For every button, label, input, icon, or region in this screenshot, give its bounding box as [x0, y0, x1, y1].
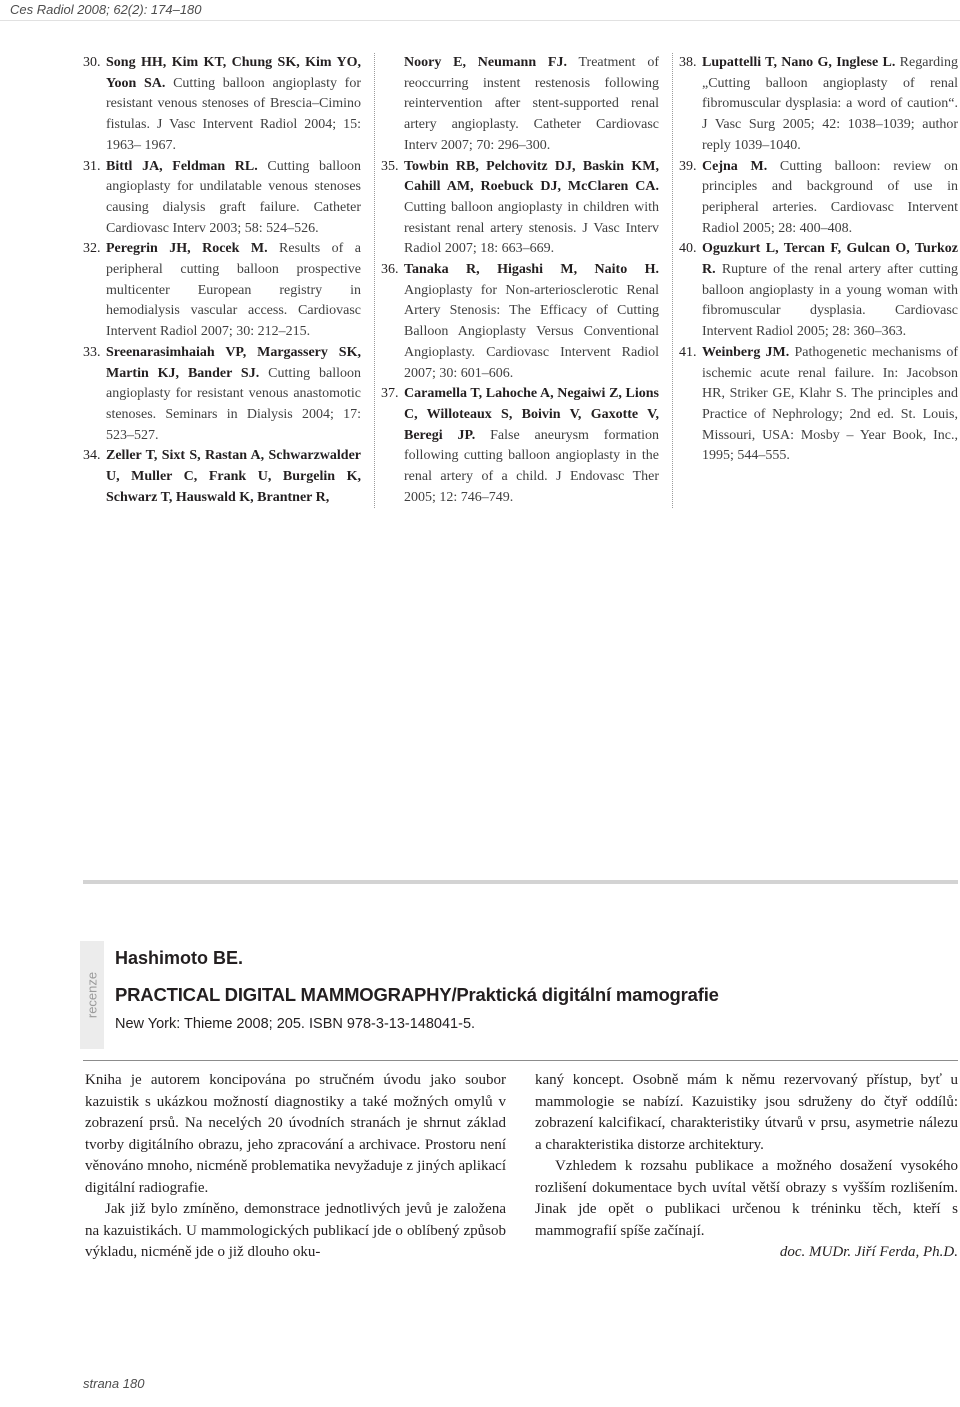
- reference-authors: Tanaka R, Higashi M, Naito H.: [404, 262, 659, 278]
- running-header: [0, 0, 960, 21]
- reference-number: 32.: [83, 241, 101, 257]
- reference-authors: Lupattelli T, Nano G, Inglese L.: [702, 55, 896, 70]
- references-column-3: [679, 53, 958, 467]
- reference-authors: Zeller T, Sixt S, Rastan A, Schwarzwalder U, Muller C, Frank U, Burgelin K, Schwarz T, Hauswald K, Brantner R,: [106, 448, 361, 505]
- reference-details: Treatment of reoccurring instent restenosis following reintervention after stent-supported renal artery angioplasty. Catheter Cardiovasc Interv 2007; 70: 296–300.: [404, 55, 659, 153]
- reference-details: Cutting balloon angioplasty for resistant venous stenoses of Brescia–Cimino fistulas. J Vasc Intervent Radiol 2004; 15: 1963– 1967.: [106, 75, 361, 153]
- reference-authors: Oguzkurt L, Tercan F, Gulcan O, Turkoz R.: [702, 241, 958, 278]
- reference-authors: Cejna M.: [702, 158, 768, 174]
- reference-entry: [679, 157, 958, 240]
- reference-details: Results of a peripheral cutting balloon prospective multicenter European registry in hemodialysis vascular access. Cardiovasc Intervent Radiol 2007; 30: 212–215.: [106, 241, 361, 340]
- journal-citation: Ces Radiol 2008; 62(2): 174–180: [10, 2, 202, 17]
- review-paragraph: Jak již bylo zmíněno, demonstrace jednotlivých jevů je založena na kazuistikách. U mammologických publikací jde o oblíbený způsob výkladu, nicméně jde o již dlouho oku-: [85, 1201, 506, 1260]
- reference-number: 40.: [679, 241, 697, 257]
- references-column-2: [381, 53, 659, 508]
- reference-number: 37.: [381, 386, 399, 402]
- reference-number: 36.: [381, 262, 399, 278]
- reference-authors: Weinberg JM.: [702, 344, 790, 360]
- reference-authors: Sreenarasimhaiah VP, Margassery SK, Martin KJ, Bander SJ.: [106, 344, 361, 381]
- reference-authors: Song HH, Kim KT, Chung SK, Kim YO, Yoon SA.: [106, 55, 361, 91]
- reference-number: 31.: [83, 158, 101, 174]
- reference-details: False aneurysm formation following cutting balloon angioplasty in the renal artery of a child. J Endovasc Ther 2005; 12: 746–749.: [404, 427, 660, 505]
- reference-details: Pathogenetic mechanisms of ischemic acute renal failure. In: Jacobson HR, Striker GE, Klahr S. The principles and Practice of Nephrology; 2nd ed. St. Louis, Missouri, USA: Mosby – Year Book, Inc., 1995; 544–555.: [702, 344, 959, 464]
- reference-number: 30.: [83, 55, 101, 70]
- review-text-column-1: [85, 1070, 506, 1264]
- reference-entry: [381, 384, 659, 508]
- review-text-column-2: [535, 1070, 958, 1264]
- reference-details: Regarding „Cutting balloon angioplasty of renal fibromuscular dysplasia: a word of caution“. J Vasc Surg 2005; 42: 1038–1039; author reply 1039–1040.: [702, 55, 958, 153]
- reference-entry: [83, 157, 361, 240]
- reference-entry: [381, 157, 659, 261]
- reference-entry: [83, 343, 361, 447]
- column-divider: [374, 53, 375, 508]
- section-tab: [80, 941, 104, 1049]
- reference-number: 38.: [679, 55, 697, 70]
- reference-number: 41.: [679, 344, 697, 360]
- section-label: recenze: [84, 971, 100, 1019]
- reference-number: 39.: [679, 158, 697, 174]
- reference-details: Cutting balloon angioplasty for undilatable venous stenoses causing dialysis graft failure. Catheter Cardiovasc Interv 2003; 58: 524–526.: [106, 158, 362, 236]
- reference-entry: [381, 53, 659, 157]
- review-divider: [83, 1060, 958, 1061]
- reference-number: 35.: [381, 158, 399, 174]
- column-divider: [672, 53, 673, 508]
- review-paragraph: kaný koncept. Osobně mám k němu rezervovaný přístup, byť u mammologie se nabízí. Kazuistiky jsou sdruženy do čtyř oddílů: zobrazení kalcifikací, charakteristiky útvarů v prsu, asymetrie nálezu a charakteristika distorze architektury.: [535, 1072, 958, 1153]
- review-book-author: Hashimoto BE.: [115, 948, 244, 968]
- reference-details: Cutting balloon angioplasty in children with resistant renal artery stenosis. J Vasc Interv Radiol 2007; 18: 663–669.: [404, 199, 659, 257]
- review-signature: doc. MUDr. Jiří Ferda, Ph.D.: [779, 1244, 958, 1260]
- reference-authors: Noory E, Neumann FJ.: [404, 55, 567, 70]
- reference-details: Angioplasty for Non-arteriosclerotic Renal Artery Stenosis: The Efficacy of Cutting Balloon Angioplasty Versus Conventional Angioplasty. Cardiovasc Intervent Radiol 2007; 30: 601–606.: [404, 282, 659, 381]
- reference-entry: [83, 53, 361, 157]
- reference-entry: [83, 446, 361, 508]
- review-paragraph: Vzhledem k rozsahu publikace a možného dosažení vysokého rozlišení dokumentace bych uvítal větší obrazy s vyšším rozlišením. Jinak jde opět o publikaci určenou k tréninku těch, kteří s mammografií spíše začínají.: [535, 1158, 958, 1239]
- reference-details: Rupture of the renal artery after cutting balloon angioplasty in a young woman with fibromuscular dysplasia. Cardiovasc Intervent Radiol 2005; 28: 360–363.: [702, 262, 958, 340]
- reference-details: Cutting balloon angioplasty for resistant venous anastomotic stenoses. Seminars in Dialysis 2004; 17: 523–527.: [106, 365, 362, 443]
- reference-number: 33.: [83, 344, 101, 360]
- reference-authors: Peregrin JH, Rocek M.: [106, 241, 268, 257]
- reference-authors: Caramella T, Lahoche A, Negaiwi Z, Lions C, Willoteaux S, Boivin V, Gaxotte V, Beregi JP.: [404, 386, 659, 443]
- reference-number: 34.: [83, 448, 101, 464]
- reference-authors: Towbin RB, Pelchovitz DJ, Baskin KM, Cahill AM, Roebuck DJ, McClaren CA.: [404, 158, 659, 195]
- reference-entry: [679, 239, 958, 343]
- reference-entry: [679, 53, 958, 157]
- references-column-1: [83, 53, 361, 508]
- review-publication-info: New York: Thieme 2008; 205. ISBN 978-3-13-148041-5.: [115, 1016, 476, 1032]
- section-divider: [83, 880, 958, 884]
- review-book-title: PRACTICAL DIGITAL MAMMOGRAPHY/Praktická digitální mamografie: [115, 984, 719, 1005]
- review-paragraph: Kniha je autorem koncipována po stručném úvodu jako soubor kazuistik s ukázkou možností diagnostiky a také možných omylů v zobrazení prsů. Na necelých 20 úvodních stranách je shrnut základ tvorby digitálního obrazu, jeho zpracování a archivace. Prostoru není věnováno mnoho, nicméně problematika nevyžaduje z jiných aplikací digitální radiografie.: [85, 1072, 506, 1196]
- reference-authors: Bittl JA, Feldman RL.: [106, 158, 258, 174]
- reference-entry: [83, 239, 361, 343]
- reference-entry: [679, 343, 958, 467]
- reference-details: Cutting balloon: review on principles and background of use in peripheral arteries. Cardiovasc Intervent Radiol 2005; 28: 400–408.: [702, 158, 958, 236]
- reference-entry: [381, 260, 659, 384]
- page-number: strana 180: [83, 1376, 145, 1391]
